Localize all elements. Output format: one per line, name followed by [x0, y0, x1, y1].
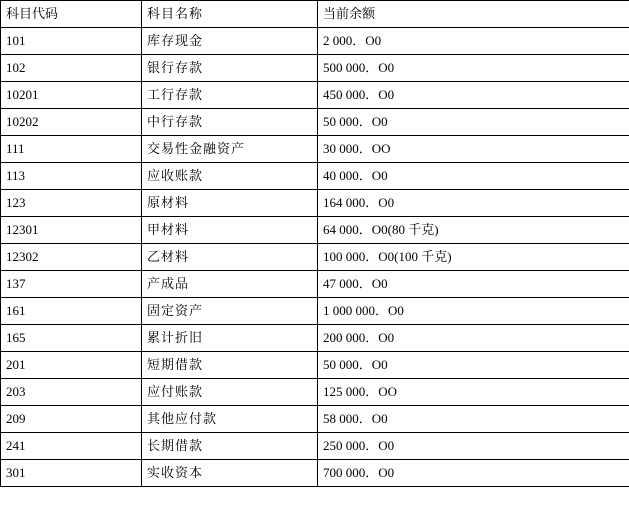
cell-code: 123 — [1, 190, 142, 217]
table-row — [1, 379, 629, 406]
cell-balance: 200 000．O0 — [318, 325, 629, 352]
cell-name: 产成品 — [142, 271, 318, 298]
table-row — [1, 298, 629, 325]
cell-code: 102 — [1, 55, 142, 82]
cell-code: 209 — [1, 406, 142, 433]
column-header-code: 科目代码 — [1, 1, 142, 28]
cell-balance: 30 000．OO — [318, 136, 629, 163]
cell-balance: 40 000．O0 — [318, 163, 629, 190]
cell-balance: 700 000．O0 — [318, 460, 629, 487]
table-row — [1, 217, 629, 244]
cell-balance: 50 000．O0 — [318, 352, 629, 379]
table-row — [1, 460, 629, 487]
cell-balance: 100 000．O0(100 千克) — [318, 244, 629, 271]
cell-name: 应收账款 — [142, 163, 318, 190]
cell-balance: 58 000．O0 — [318, 406, 629, 433]
cell-balance: 50 000．O0 — [318, 109, 629, 136]
cell-code: 203 — [1, 379, 142, 406]
cell-name: 工行存款 — [142, 82, 318, 109]
cell-name: 实收资本 — [142, 460, 318, 487]
table-row — [1, 325, 629, 352]
cell-code: 165 — [1, 325, 142, 352]
cell-code: 161 — [1, 298, 142, 325]
column-header-name: 科目名称 — [142, 1, 318, 28]
table-row — [1, 406, 629, 433]
cell-balance: 64 000．O0(80 千克) — [318, 217, 629, 244]
cell-balance: 125 000．OO — [318, 379, 629, 406]
cell-name: 交易性金融资产 — [142, 136, 318, 163]
cell-balance: 450 000．O0 — [318, 82, 629, 109]
table-row — [1, 244, 629, 271]
cell-name: 累计折旧 — [142, 325, 318, 352]
cell-name: 应付账款 — [142, 379, 318, 406]
cell-balance: 500 000．O0 — [318, 55, 629, 82]
cell-balance: 164 000．O0 — [318, 190, 629, 217]
cell-balance: 2 000．O0 — [318, 28, 629, 55]
cell-code: 10202 — [1, 109, 142, 136]
cell-name: 短期借款 — [142, 352, 318, 379]
table-body — [1, 1, 629, 487]
cell-code: 241 — [1, 433, 142, 460]
table-row — [1, 28, 629, 55]
cell-code: 101 — [1, 28, 142, 55]
cell-name: 银行存款 — [142, 55, 318, 82]
table-row — [1, 433, 629, 460]
cell-balance: 1 000 000．O0 — [318, 298, 629, 325]
table-row — [1, 109, 629, 136]
table-row — [1, 163, 629, 190]
table-row — [1, 271, 629, 298]
cell-name: 原材料 — [142, 190, 318, 217]
column-header-balance: 当前余额 — [318, 1, 629, 28]
cell-name: 甲材料 — [142, 217, 318, 244]
cell-name: 长期借款 — [142, 433, 318, 460]
cell-code: 201 — [1, 352, 142, 379]
cell-code: 301 — [1, 460, 142, 487]
cell-code: 111 — [1, 136, 142, 163]
cell-code: 113 — [1, 163, 142, 190]
cell-name: 其他应付款 — [142, 406, 318, 433]
cell-code: 10201 — [1, 82, 142, 109]
table-row — [1, 190, 629, 217]
table-row — [1, 352, 629, 379]
cell-name: 固定资产 — [142, 298, 318, 325]
cell-balance: 250 000．O0 — [318, 433, 629, 460]
table-row — [1, 136, 629, 163]
cell-code: 12302 — [1, 244, 142, 271]
cell-balance: 47 000．O0 — [318, 271, 629, 298]
cell-name: 乙材料 — [142, 244, 318, 271]
table-row — [1, 55, 629, 82]
table-header-row — [1, 1, 629, 28]
cell-name: 库存现金 — [142, 28, 318, 55]
cell-code: 12301 — [1, 217, 142, 244]
table-row — [1, 82, 629, 109]
cell-name: 中行存款 — [142, 109, 318, 136]
cell-code: 137 — [1, 271, 142, 298]
